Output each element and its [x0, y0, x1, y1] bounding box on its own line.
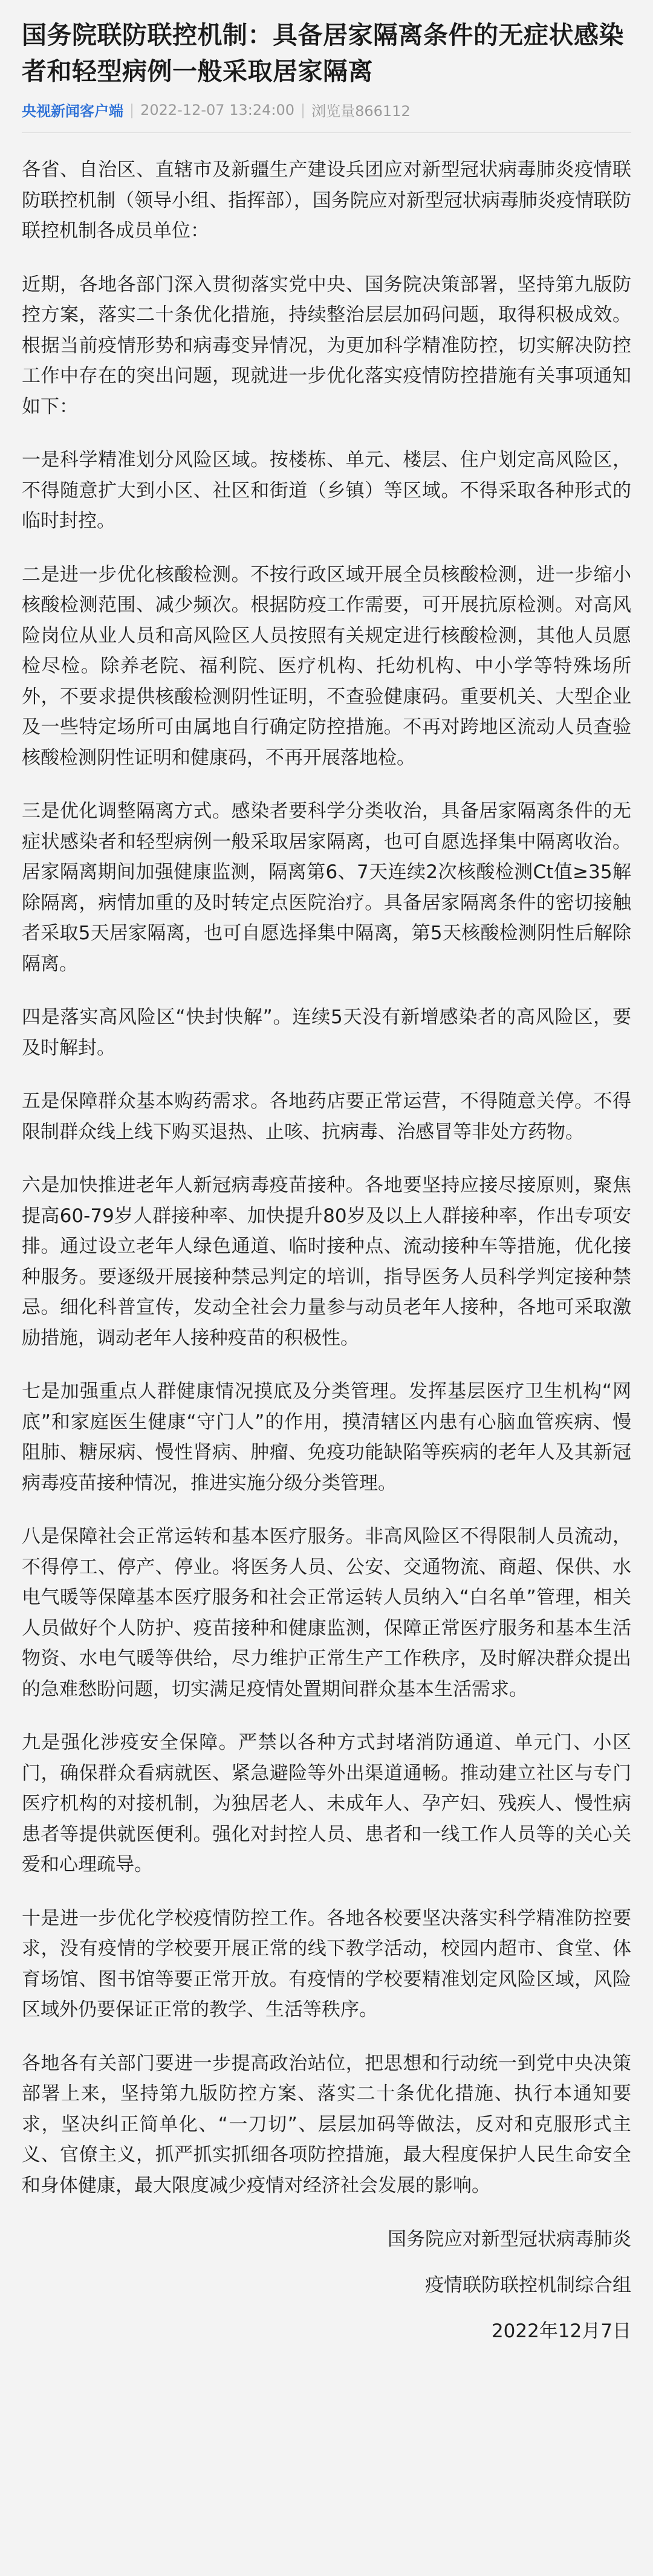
- article-signature: [22, 2224, 631, 2347]
- article-paragraph: 一是科学精准划分风险区域。按楼栋、单元、楼层、住户划定高风险区，不得随意扩大到小区、社区和街道（乡镇）等区域。不得采取各种形式的临时封控。: [22, 449, 631, 532]
- article-datetime: 2022-12-07 13:24:00: [140, 101, 294, 118]
- article-paragraph: 九是强化涉疫安全保障。严禁以各种方式封堵消防通道、单元门、小区门，确保群众看病就医、紧急避险等外出渠道通畅。推动建立社区与专门医疗机构的对接机制，为独居老人、未成年人、孕产妇、残疾人、慢性病患者等提供就医便利。强化对封控人员、患者和一线工作人员等的关心关爱和心理疏导。: [22, 1732, 631, 1875]
- article-views: 浏览量866112: [311, 103, 411, 120]
- meta-separator: |: [129, 101, 135, 118]
- signature-line-1: 国务院应对新型冠状病毒肺炎: [388, 2228, 631, 2250]
- signature-line-2: 疫情联防联控机制综合组: [425, 2274, 631, 2296]
- article-body: [22, 155, 631, 2201]
- signature-date: 2022年12月7日: [491, 2320, 631, 2342]
- article-paragraph: 三是优化调整隔离方式。感染者要科学分类收治，具备居家隔离条件的无症状感染者和轻型病例一般采取居家隔离，也可自愿选择集中隔离收治。居家隔离期间加强健康监测，隔离第6、7天连续2次核酸检测Ct值≥35解除隔离，病情加重的及时转定点医院治疗。具备居家隔离条件的密切接触者采取5天居家隔离，也可自愿选择集中隔离，第5天核酸检测阴性后解除隔离。: [22, 800, 631, 975]
- article-paragraph: 二是进一步优化核酸检测。不按行政区域开展全员核酸检测，进一步缩小核酸检测范围、减少频次。根据防疫工作需要，可开展抗原检测。对高风险岗位从业人员和高风险区人员按照有关规定进行核酸检测，其他人员愿检尽检。除养老院、福利院、医疗机构、托幼机构、中小学等特殊场所外，不要求提供核酸检测阴性证明，不查验健康码。重要机关、大型企业及一些特定场所可由属地自行确定防控措施。不再对跨地区流动人员查验核酸检测阴性证明和健康码，不再开展落地检。: [22, 563, 631, 769]
- article-source[interactable]: 央视新闻客户端: [22, 103, 123, 120]
- article-paragraph: 各省、自治区、直辖市及新疆生产建设兵团应对新型冠状病毒肺炎疫情联防联控机制（领导小组、指挥部），国务院应对新型冠状病毒肺炎疫情联防联控机制各成员单位：: [22, 159, 631, 242]
- article-title: 国务院联防联控机制：具备居家隔离条件的无症状感染者和轻型病例一般采取居家隔离: [22, 21, 624, 86]
- article-paragraph: 四是落实高风险区“快封快解”。连续5天没有新增感染者的高风险区，要及时解封。: [22, 1006, 631, 1059]
- article-paragraph: 八是保障社会正常运转和基本医疗服务。非高风险区不得限制人员流动，不得停工、停产、停业。将医务人员、公安、交通物流、商超、保供、水电气暖等保障基本医疗服务和社会正常运转人员纳入“白名单”管理，相关人员做好个人防护、疫苗接种和健康监测，保障正常医疗服务和基本生活物资、水电气暖等供给，尽力维护正常生产工作秩序，及时解决群众提出的急难愁盼问题，切实满足疫情处置期间群众基本生活需求。: [22, 1526, 631, 1700]
- article-paragraph: 各地各有关部门要进一步提高政治站位，把思想和行动统一到党中央决策部署上来，坚持第九版防控方案、落实二十条优化措施、执行本通知要求，坚决纠正简单化、“一刀切”、层层加码等做法，反对和克服形式主义、官僚主义，抓严抓实抓细各项防控措施，最大程度保护人民生命安全和身体健康，最大限度减少疫情对经济社会发展的影响。: [22, 2052, 631, 2196]
- article-meta: [22, 99, 631, 120]
- article-paragraph: 近期，各地各部门深入贯彻落实党中央、国务院决策部署，坚持第九版防控方案，落实二十条优化措施，持续整治层层加码问题，取得积极成效。根据当前疫情形势和病毒变异情况，为更加科学精准防控，切实解决防控工作中存在的突出问题，现就进一步优化落实疫情防控措施有关事项通知如下：: [22, 273, 631, 418]
- meta-separator: |: [301, 101, 306, 118]
- title-divider: [22, 132, 631, 133]
- article-paragraph: 十是进一步优化学校疫情防控工作。各地各校要坚决落实科学精准防控要求，没有疫情的学校要开展正常的线下教学活动，校园内超市、食堂、体育场馆、图书馆等要正常开放。有疫情的学校要精准划定风险区域，风险区域外仍要保证正常的教学、生活等秩序。: [22, 1907, 631, 2021]
- article-paragraph: 七是加强重点人群健康情况摸底及分类管理。发挥基层医疗卫生机构“网底”和家庭医生健康“守门人”的作用，摸清辖区内患有心脑血管疾病、慢阻肺、糖尿病、慢性肾病、肿瘤、免疫功能缺陷等疾病的老年人及其新冠病毒疫苗接种情况，推进实施分级分类管理。: [22, 1380, 631, 1494]
- article-paragraph: 六是加快推进老年人新冠病毒疫苗接种。各地要坚持应接尽接原则，聚焦提高60-79岁人群接种率、加快提升80岁及以上人群接种率，作出专项安排。通过设立老年人绿色通道、临时接种点、流动接种车等措施，优化接种服务。要逐级开展接种禁忌判定的培训，指导医务人员科学判定接种禁忌。细化科普宣传，发动全社会力量参与动员老年人接种，各地可采取激励措施，调动老年人接种疫苗的积极性。: [22, 1174, 631, 1349]
- article-paragraph: 五是保障群众基本购药需求。各地药店要正常运营，不得随意关停。不得限制群众线上线下购买退热、止咳、抗病毒、治感冒等非处方药物。: [22, 1090, 631, 1143]
